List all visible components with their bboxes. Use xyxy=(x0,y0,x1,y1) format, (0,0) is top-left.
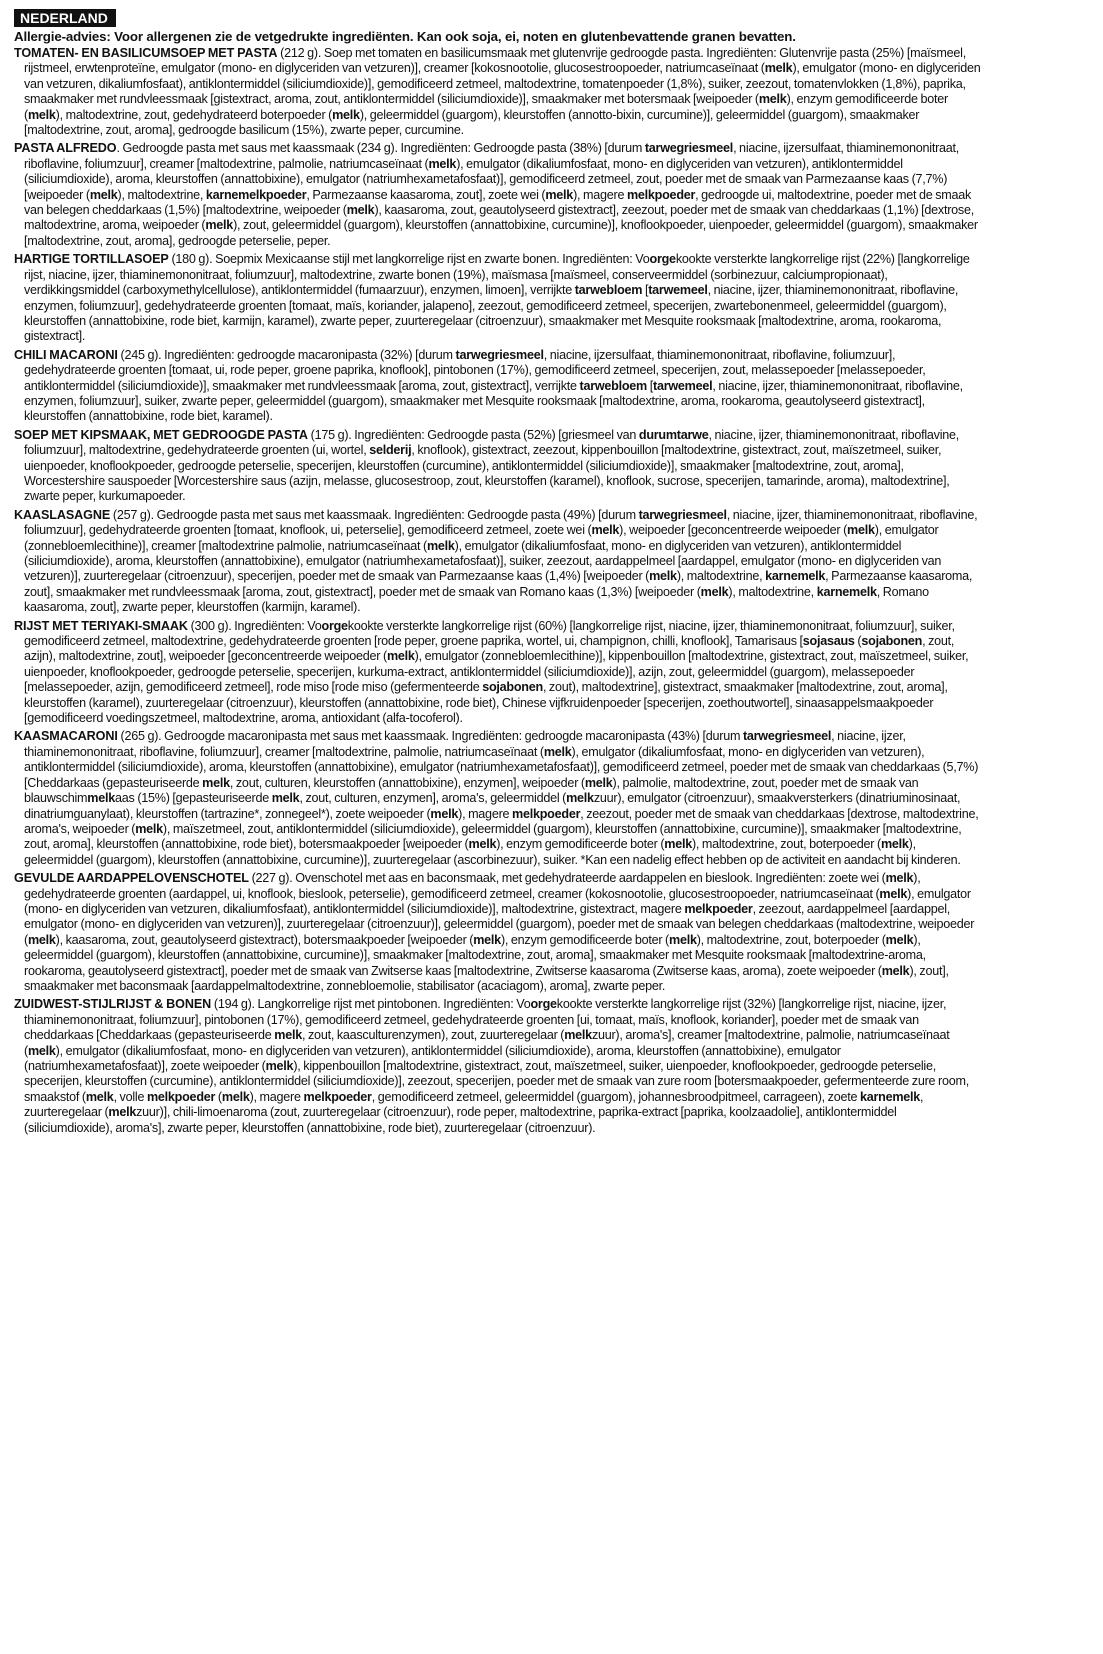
ingredient-text: , zout, culturen, kleurstoffen (annattobixine), enzymen], weipoeder ( xyxy=(229,775,585,790)
allergen-text: melk xyxy=(881,963,910,978)
allergen-text: tarwemeel xyxy=(653,378,713,393)
allergen-text: tarwebloem xyxy=(574,283,643,298)
ingredient-text: zuur)], chili-limoenaroma (zout, zuurteregelaar (citroenzuur), rode peper, maltodextrine, paprika-extract [paprika, koolzaadolie], antiklontermiddel (siliciumdioxide), aroma's], zwarte peper, kleurstoffen (annattobixine, rode biet), zuurteregelaar (citroenzuur). xyxy=(24,1105,897,1135)
ingredient-text: ), maïszetmeel, zout, antiklontermiddel (siliciumdioxide), geleermiddel (guargom), kleurstoffen (annattobixine, curcumine)], smaakmaker [maltodextrine, zout, aroma], kleurstoffen (annattobixine, rode biet), botersmaakpoeder [weipoeder ( xyxy=(24,821,962,852)
ingredient-text: ), enzym gemodificeerde boter ( xyxy=(24,92,948,122)
allergen-text: melk xyxy=(430,806,459,821)
allergen-text: orge xyxy=(321,618,348,633)
allergen-text: melk xyxy=(566,791,594,806)
ingredient-text: ), maltodextrine, zout, boterpoeder ( xyxy=(696,932,886,947)
allergen-text: melk xyxy=(584,775,613,790)
allergen-text: melk xyxy=(265,1059,294,1073)
ingredient-text: , volle xyxy=(113,1089,147,1104)
allergen-text: tarwegriesmeel xyxy=(742,729,832,744)
ingredient-text: ), gedehydrateerde groenten (aardappel, ui, knoflook, bieslook, peterselie), gemodificeerd zetmeel, creamer (kokosnootolie, glucosestroopoeder, natriumcaseïnaat ( xyxy=(24,871,921,901)
ingredient-text: , zout, azijn), maltodextrine, zout], weipoeder [geconcentreerde weipoeder ( xyxy=(24,634,955,664)
ingredient-text: aas (15%) [gepasteuriseerde xyxy=(115,791,272,806)
allergen-text: karnemelk xyxy=(859,1089,921,1104)
ingredient-text: . Gedroogde pasta met saus met kaassmaak (234 g). Ingrediënten: Gedroogde pasta (38%) [durum xyxy=(116,141,645,156)
ingredient-text: ), kippenbouillon [maltodextrine, gistextract, zout, maïszetmeel, suiker, uienpoeder, knoflookpoeder, gedroogde peterselie, specerijen, kleurstoffen (curcumine), antiklontermiddel (siliciumdioxide)], zeezout, specerijen, poeder met de smaak van zure room [botersmaakpoeder, gefermenteerde zure room, smaakstof ( xyxy=(24,1059,969,1104)
ingredient-text: , niacine, ijzer, thiaminemononitraat, riboflavine, enzymen, foliumzuur], gedehydrateerde groenten [tomaat, maïs, koriander, jalapeno], zeezout, gemodificeerd zetmeel, specerijen, zwartebonenmeel, geleermiddel (guargom), kleurstoffen (annattobixine, rode biet, karmijn, karamel), zwarte peper, zuurteregelaar (citroenzuur), smaakmaker met Mesquite rooksmaak [maltodextrine, aroma, rookaroma, gistextract]. xyxy=(24,283,959,344)
allergen-text: melk xyxy=(87,791,116,806)
ingredient-text: ), enzym gemodificeerde boter ( xyxy=(496,837,665,852)
ingredient-text: ), zout, geleermiddel (guargom), kleurstoffen (annattobixine, curcumine)], knoflookpoeder, uienpoeder, geleermiddel (guargom), smaakmaker [maltodextrine, zout, aroma], gedroogde peterselie, peper. xyxy=(24,218,978,248)
allergen-text: melkpoeder xyxy=(626,187,696,202)
ingredient-text: (227 g). Ovenschotel met aas en baconsmaak, met gedehydrateerde aardappelen en bieslook. Ingrediënten: zoete wei ( xyxy=(248,871,886,886)
allergen-text: melk xyxy=(591,523,620,538)
ingredient-text: ), geleermiddel (guargom), kleurstoffen (annattobixine, curcumine)], zuurteregelaar (ascorbinezuur), suiker. *Kan een nadelig effect hebben op de activiteit en aandacht bij kinderen. xyxy=(24,837,961,867)
allergen-text: melk xyxy=(669,932,697,947)
ingredient-text: , zuurteregelaar ( xyxy=(24,1089,924,1120)
allergen-text: karnemelk xyxy=(816,584,877,599)
ingredient-text: ), emulgator (dikaliumfosfaat, mono- en diglyceriden van vetzuren), antiklontermiddel (siliciumdioxide), aroma, kleurstoffen (annattobixine), emulgator (natriumhexametafosfaat)], gemodificeerd zetmeel, zout, poeder met de smaak van Parmezaanse kaas (7,7%) [weipoeder ( xyxy=(24,156,948,202)
ingredient-text: ), emulgator (dikaliumfosfaat, mono- en diglyceriden van vetzuren), antiklontermiddel (siliciumdioxide), aroma, kleurstoffen (annattobixine), emulgator (natriumhexametafosfaat)], suiker, zeezout, aardappelmeel [aardappel, emulgator (mono- en diglyceriden van vetzuren)], zuurteregelaar (citroenzuur), specerijen, poeder met de smaak van Parmezaanse kaas (1,4%) [weipoeder ( xyxy=(24,538,942,584)
ingredient-text: (245 g). Ingrediënten: gedroogde macaronipasta (32%) [durum xyxy=(117,347,456,362)
allergen-text: melk xyxy=(880,837,909,852)
allergen-text: karnemelk xyxy=(765,569,826,584)
product-name: KAASMACARONI xyxy=(14,729,118,744)
allergen-text: melk xyxy=(428,156,457,171)
ingredient-text: ), kaasaroma, zout, geautolyseerd gistextract), botersmaakpoeder [weipoeder ( xyxy=(55,932,474,947)
allergen-text: sojabonen xyxy=(861,634,923,649)
ingredient-text: , zout), maltodextrine], gistextract, smaakmaker [maltodextrine, zout, aroma], kleurstoffen (karamel), zuurteregelaar (citroenzuur), kleurstoffen (annattobixine, rode biet), Chinese vijfkruidenpoeder [specerijen, zoethoutwortel], sinaasappelsmaakpoeder [gemodificeerd voedingszetmeel, maltodextrine, aroma, antioxidant (alfa-tocoferol). xyxy=(24,680,948,726)
ingredient-text: , niacine, ijzer, thiaminemononitraat, riboflavine, enzymen, foliumzuur], suiker, zwarte peper, geleermiddel (guargom), smaakmaker met Mesquite rooksmaak [maltodextrine, aroma, rookaroma, geautolyseerd gistextract], kleurstoffen (annattobixine, rode biet, karamel). xyxy=(24,378,963,424)
allergen-text: melk xyxy=(649,569,677,584)
allergen-text: melk xyxy=(473,932,501,947)
ingredient-text: , zout, culturen, enzymen], aroma's, geleermiddel ( xyxy=(299,791,567,806)
allergy-advisory: Allergie-advies: Voor allergenen zie de vetgedrukte ingrediënten. Kan ook soja, ei, noten en glutenbevattende granen bevatten. xyxy=(14,29,796,44)
ingredient-text: ), geleermiddel (guargom), kleurstoffen (annotto-bixin, curcumine)], geleermiddel (guargom), smaakmaker [maltodextrine, zout, aroma], gedroogde basilicum (15%), zwarte peper, curcumine. xyxy=(24,107,920,138)
allergen-text: melk xyxy=(885,932,914,947)
ingredient-text: , gemodificeerd zetmeel, geleermiddel (guargom), johannesbroodpitmeel, carrageen), zoete xyxy=(371,1089,860,1104)
product-list xyxy=(14,46,985,1136)
ingredient-text: , zeezout, aardappelmeel [aardappel, emulgator (mono- en diglyceriden van vetzuren)], zuurteregelaar (citroenzuur)], geleermiddel (guargom), poeder met de smaak van belegen cheddarkaas (maltodextrine, weipoeder ( xyxy=(24,901,975,947)
ingredient-text: ( xyxy=(854,634,862,649)
product-entry xyxy=(14,508,985,616)
ingredient-text: , knoflook), gistextract, zeezout, kippenbouillon [maltodextrine, gistextract, zout, maïszetmeel, suiker, uienpoeder, knoflookpoeder, gedroogde peterselie, specerijen, kleurstoffen (curcumine), antiklontermiddel (siliciumdioxide)], smaakmaker [maltodextrine, zout, aroma], Worcestershire sauspoeder [Worcestershire saus (azijn, melasse, glucosestroop, zout, kleurstoffen (karamel), knoflook, sucrose, specerijen, tamarinde, aroma), maltodextrine], zwarte peper, kurkumapoeder. xyxy=(24,443,950,504)
ingredient-text: ), maltodextrine, xyxy=(117,187,206,202)
product-entry xyxy=(14,871,985,994)
product-entry xyxy=(14,252,985,344)
ingredient-text: ), zout], smaakmaker met baconsmaak [aardappelmaltodextrine, zonnebloemolie, stabilisator (acaciagom), aroma], zwarte peper. xyxy=(24,963,949,993)
ingredient-text: , niacine, ijzer, thiaminemononitraat, riboflavine, foliumzuur], maltodextrine, gedehydrateerde groenten (ui, wortel, xyxy=(24,427,960,458)
ingredient-text: , niacine, ijzersulfaat, thiaminemononitraat, riboflavine, foliumzuur], gedehydrateerde groenten [tomaat, ui, rode peper, groene paprika, knoflook], pintobonen (17%), gemodificeerd zetmeel, specerijen, zout, melassepoeder [melassepoeder, antiklontermiddel (siliciumdioxide)], smaakmaker met rundvleessmaak [aroma, zout, gistextract], verrijkte xyxy=(24,347,926,393)
product-entry xyxy=(14,729,985,868)
ingredient-text: (300 g). Ingrediënten: Vo xyxy=(187,618,322,633)
ingredient-text: , Parmezaanse kaasaroma, zout], zoete wei ( xyxy=(306,187,546,202)
ingredient-text: ), emulgator (mono- en diglyceriden van vetzuren, dikaliumfosfaat), antiklontermiddel (siliciumdioxide)], maltodextrine, gistextract, magere xyxy=(24,886,971,916)
allergen-text: melkpoeder xyxy=(512,806,581,821)
ingredient-text: , niacine, ijzer, thiaminemononitraat, riboflavine, foliumzuur], gedehydrateerde groenten [tomaat, knoflook, ui, peterselie], gemodificeerd zetmeel, zoete wei ( xyxy=(24,507,978,538)
allergen-text: melk xyxy=(879,886,908,901)
product-name: ZUIDWEST-STIJLRIJST & BONEN xyxy=(14,997,212,1012)
ingredient-text: kookte versterkte langkorrelige rijst (60%) [langkorrelige rijst, niacine, ijzer, thiaminemononitraat, foliumzuur], suiker, gemodificeerd zetmeel, maltodextrine, gedehydrateerde groenten [rode peper, groene paprika, wortel, ui, champignon, chilli, knoflook], Tamarisaus [ xyxy=(24,618,955,649)
allergen-text: melk xyxy=(271,791,300,806)
allergen-text: tarwebloem xyxy=(579,378,648,393)
ingredient-text: (212 g). Soep met tomaten en basilicumsmaak met glutenvrije gedroogde pasta. Ingrediënten: Glutenvrije pasta (25%) [maïsmeel, rijstmeel, erwtenproteïne, emulgator (mono- en diglyceriden van vetzuren)], creamer [kokosnootolie, glucosestroopoeder, natriumcaseïnaat ( xyxy=(24,46,966,76)
allergen-text: melkpoeder xyxy=(146,1089,216,1104)
allergen-text: melk xyxy=(89,187,118,202)
ingredient-text: , zout, kaasculturenzymen), zout, zuurteregelaar ( xyxy=(302,1028,565,1043)
allergen-text: tarwegriesmeel xyxy=(638,507,727,522)
allergen-text: melk xyxy=(27,932,56,947)
allergen-text: melk xyxy=(758,92,787,107)
allergen-text: melkpoeder xyxy=(303,1089,372,1104)
ingredient-text: kookte versterkte langkorrelige rijst (32%) [langkorrelige rijst, niacine, ijzer, thiaminemononitraat, foliumzuur], pintobonen (17%), gemodificeerd zetmeel, gedehydrateerde groenten [ui, tomaat, maïs, knoflook, koriander], poeder met de smaak van cheddarkaas [Cheddarkaas (gepasteuriseerde xyxy=(24,997,947,1043)
product-name: KAASLASAGNE xyxy=(14,507,111,522)
allergen-text: melkpoeder xyxy=(684,901,753,916)
country-tag: NEDERLAND xyxy=(14,9,116,27)
allergen-text: melk xyxy=(221,1089,250,1104)
ingredient-text: , gedroogde ui, maltodextrine, poeder met de smaak van belegen cheddarkaas (1,5%) [maltodextrine, weipoeder ( xyxy=(24,187,972,218)
ingredient-text: ), palmolie, maltodextrine, zout, poeder met de smaak van blauwschim xyxy=(24,775,919,806)
allergen-text: melk xyxy=(274,1028,303,1043)
allergen-text: melk xyxy=(664,837,692,852)
ingredient-text: (257 g). Gedroogde pasta met saus met kaassmaak. Ingrediënten: Gedroogde pasta (49%) [durum xyxy=(110,507,639,522)
ingredient-text: [ xyxy=(647,378,654,393)
ingredient-text: , niacine, ijzer, thiaminemononitraat, riboflavine, foliumzuur], creamer [maltodextrine, palmolie, natriumcaseïnaat ( xyxy=(24,729,906,759)
allergen-text: melk xyxy=(564,1028,592,1043)
ingredient-text: [ xyxy=(642,283,649,298)
ingredient-text: ), maltodextrine, xyxy=(676,569,766,584)
ingredient-text: (175 g). Ingrediënten: Gedroogde pasta (52%) [griesmeel van xyxy=(307,427,639,442)
ingredient-text: ), emulgator (dikaliumfosfaat, mono- en diglyceriden van vetzuren), antiklontermiddel (siliciumdioxide), aroma, kleurstoffen (annattobixine), emulgator (natriumhexametafosfaat)], gemodificeerd zetmeel, poeder met de smaak van cheddarkaas (5,7%)[Cheddarkaas (gepasteuriseerde xyxy=(24,744,979,790)
allergen-text: orge xyxy=(530,997,557,1012)
ingredient-text: ( xyxy=(215,1089,222,1104)
allergen-text: sojasaus xyxy=(802,634,855,649)
allergen-text: melk xyxy=(764,61,793,76)
allergen-text: durumtarwe xyxy=(638,427,709,442)
allergen-text: melk xyxy=(885,871,914,886)
allergen-text: tarwegriesmeel xyxy=(455,347,544,362)
allergen-text: melk xyxy=(545,187,574,202)
ingredient-text: , zeezout, poeder met de smaak van cheddarkaas [dextrose, maltodextrine, aroma's, weipoeder ( xyxy=(24,806,979,836)
ingredient-text: ), emulgator (mono- en diglyceriden van vetzuren, dikaliumfosfaat), antiklontermiddel (siliciumdioxide)], gemodificeerd zetmeel, maltodextrine, tomatenpoeder (1,8%), suiker, zeezout, tomatenvlokken (1,8%), paprika, smaakmaker met rundvleessmaak [gistextract, aroma, zout, antiklontermiddel (siliciumdioxide)], smaakmaker met botersmaak [weipoeder ( xyxy=(24,61,981,107)
ingredient-text: ), maltodextrine, zout, gedehydrateerd boterpoeder ( xyxy=(55,107,333,122)
ingredient-text: , Romano kaasaroma, zout], zwarte peper, kleurstoffen (karmijn, karamel). xyxy=(24,584,929,615)
ingredient-text: (180 g). Soepmix Mexicaanse stijl met langkorrelige rijst en zwarte bonen. Ingrediënten: Vo xyxy=(168,252,650,267)
allergen-text: melk xyxy=(202,775,230,790)
allergen-text: melk xyxy=(847,523,875,538)
product-entry xyxy=(14,46,985,138)
allergen-text: melk xyxy=(108,1105,137,1120)
allergen-text: melk xyxy=(85,1089,114,1104)
ingredient-text: ), weipoeder [geconcentreerde weipoeder ( xyxy=(619,523,848,538)
allergen-text: melk xyxy=(135,821,163,836)
product-entry xyxy=(14,428,985,505)
ingredient-text: ), emulgator (zonnebloemlecithine)], kippenbouillon [maltodextrine, gistextract, zout, maïszetmeel, suiker, uienpoeder, knoflookpoeder, gedroogde peterselie, specerijen, kurkuma-extract, antiklontermiddel (siliciumdioxide)], azijn, zout, geleermiddel (guargom), melassepoeder [melassepoeder, azijn, gemodificeerd zetmeel], rode miso [rode miso (gefermenteerde xyxy=(24,649,969,695)
product-name: GEVULDE AARDAPPELOVENSCHOTEL xyxy=(14,871,249,886)
allergen-text: melk xyxy=(468,837,497,852)
product-entry xyxy=(14,348,985,425)
product-name: PASTA ALFREDO xyxy=(14,141,117,156)
product-name: CHILI MACARONI xyxy=(14,347,118,362)
allergen-text: sojabonen xyxy=(482,680,543,695)
allergen-text: karnemelkpoeder xyxy=(205,187,307,202)
ingredient-text: (265 g). Gedroogde macaronipasta met saus met kaassmaak. Ingrediënten: gedroogde macaronipasta (43%) [durum xyxy=(117,729,743,744)
product-name: SOEP MET KIPSMAAK, MET GEDROOGDE PASTA xyxy=(14,427,308,442)
ingredient-text: ), emulgator (zonnebloemlecithine)], creamer [maltodextrine palmolie, natriumcaseïnaat ( xyxy=(24,523,939,553)
ingredient-text: ), emulgator (dikaliumfosfaat, mono- en diglyceriden van vetzuren), antiklontermiddel (siliciumdioxide), aroma, kleurstoffen (annattobixine), emulgator (natriumhexametafosfaat)], zoete weipoeder ( xyxy=(24,1043,841,1073)
product-name: TOMATEN- EN BASILICUMSOEP MET PASTA xyxy=(14,46,278,60)
product-entry xyxy=(14,141,985,249)
product-name: HARTIGE TORTILLASOEP xyxy=(14,252,169,267)
ingredient-text: ), enzym gemodificeerde boter ( xyxy=(500,932,669,947)
allergen-text: selderij xyxy=(369,443,412,458)
product-entry xyxy=(14,619,985,727)
allergen-text: melk xyxy=(205,218,234,233)
allergen-text: melk xyxy=(543,744,572,759)
allergen-text: melk xyxy=(346,203,375,218)
allergen-text: melk xyxy=(426,538,455,553)
ingredient-text: zuur), emulgator (citroenzuur), smaakversterkers (dinatriuminosinaat, dinatriumguanylaat), kleurstoffen (tartrazine*, zonnegeel*), zoete weipoeder ( xyxy=(24,791,961,821)
ingredient-text: , Parmezaanse kaasaroma, zout], smaakmaker met rundvleessmaak [aroma, zout, gistextract], poeder met de smaak van Romano kaas (1,3%) [weipoeder ( xyxy=(24,569,973,599)
ingredient-text: ), kaasaroma, zout, geautolyseerd gistextract], zeezout, poeder met de smaak van cheddarkaas (1,1%) [dextrose, maltodextrine, aroma, weipoeder ( xyxy=(24,203,974,233)
allergen-text: melk xyxy=(27,107,56,122)
allergen-text: melk xyxy=(386,649,415,664)
allergen-text: melk xyxy=(27,1043,56,1058)
allergen-text: tarwegriesmeel xyxy=(644,141,734,156)
ingredient-text: ), magere xyxy=(458,806,513,821)
ingredient-text: ), magere xyxy=(573,187,627,202)
ingredient-text: ), magere xyxy=(249,1089,304,1104)
ingredient-text: kookte versterkte langkorrelige rijst (22%) [langkorrelige rijst, niacine, ijzer, thiaminemononitraat, foliumzuur], maltodextrine, zwarte bonen (19%), maïsmasa [maïsmeel, conserveermiddel (sorbinezuur, calciumpropionaat), verdikkingsmiddel (carboxymethylcellulose), antiklontermiddel (fumaarzuur), enzymen, limoen], verrijkte xyxy=(24,252,970,298)
allergen-text: melk xyxy=(700,584,729,599)
allergen-text: melk xyxy=(332,107,360,122)
ingredient-text: zuur), aroma's], creamer [maltodextrine, palmolie, natriumcaseïnaat ( xyxy=(24,1028,950,1058)
allergen-text: tarwemeel xyxy=(648,283,708,298)
allergen-text: orge xyxy=(649,252,676,267)
ingredient-text: ), maltodextrine, xyxy=(728,584,817,599)
product-name: RIJST MET TERIYAKI-SMAAK xyxy=(14,618,188,633)
ingredient-text: ), maltodextrine, zout, boterpoeder ( xyxy=(691,837,881,852)
ingredient-text: , niacine, ijzersulfaat, thiaminemononitraat, riboflavine, foliumzuur], creamer [maltodextrine, palmolie, natriumcaseïnaat ( xyxy=(24,141,960,171)
product-entry xyxy=(14,997,985,1136)
ingredient-text: (194 g). Langkorrelige rijst met pintobonen. Ingrediënten: Vo xyxy=(211,997,531,1012)
ingredient-text: ), geleermiddel (guargom), kleurstoffen (annattobixine, curcumine)], smaakmaker [maltodextrine, zout, aroma], smaakmaker met Mesquite rooksmaak [maltodextrine-aroma, rookaroma, geautolyseerd gistextract], poeder met de smaak van Zwitserse kaas [maltodextrine, Zwitserse kaasaroma (Zwitserse kaas, aroma), zoete weipoeder ( xyxy=(24,932,926,978)
